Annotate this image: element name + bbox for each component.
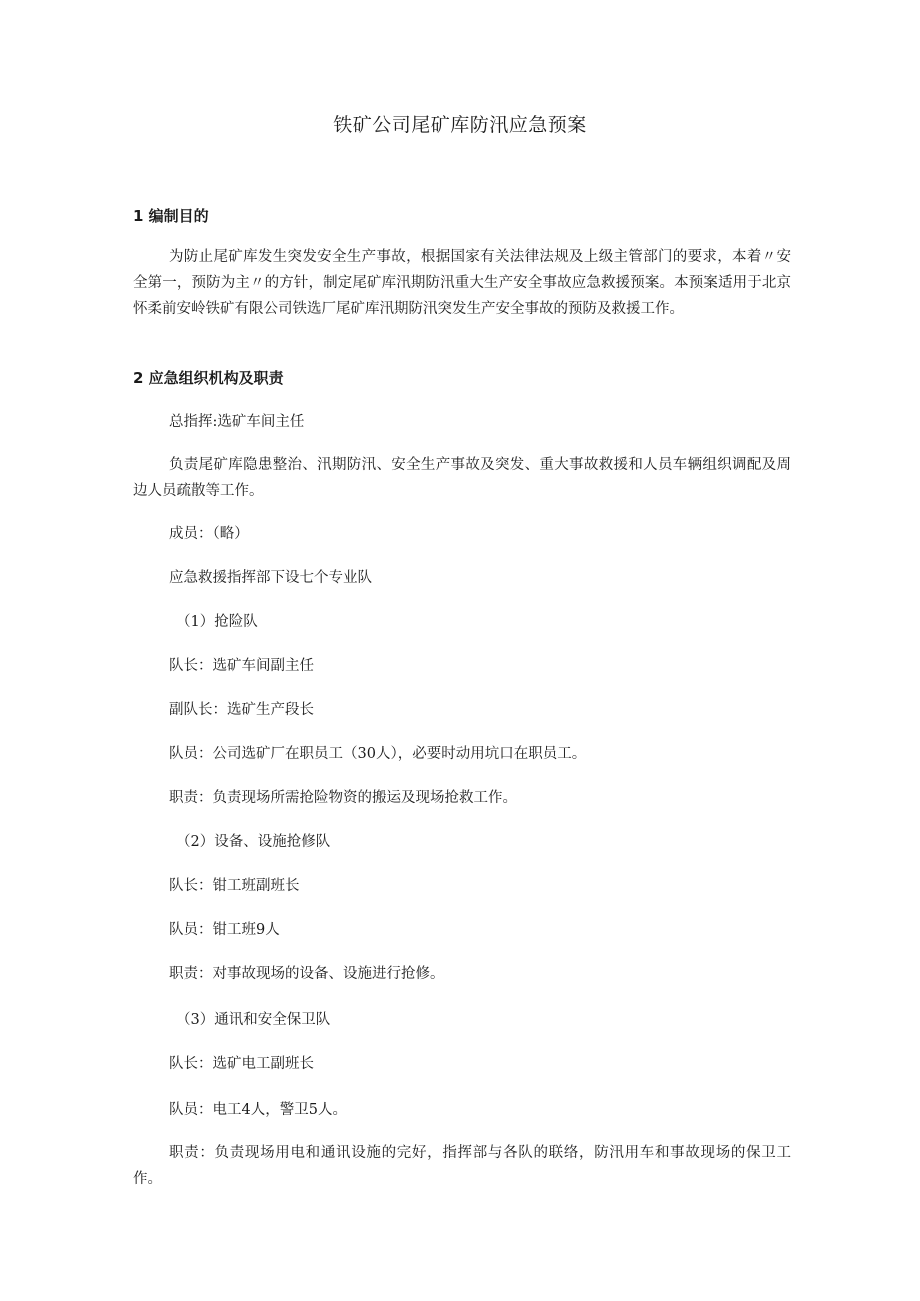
team-2-leader: 队长：钳工班副班长 [169,878,300,894]
teams-intro-line: 应急救援指挥部下设七个专业队 [169,570,372,586]
team-3-name: （3）通讯和安全保卫队 [176,1012,331,1028]
section-1-heading: 1 编制目的 [133,207,209,225]
team-1-staff: 队员：公司选矿厂在职员工（30人），必要时动用坑口在职员工。 [169,746,587,762]
team-3-duty: 职责：负责现场用电和通讯设施的完好，指挥部与各队的联络，防汛用车和事故现场的保卫工作。 [133,1145,791,1187]
document-title: 铁矿公司尾矿库防汛应急预案 [333,114,587,136]
team-3-staff: 队员：电工4人，警卫5人。 [169,1102,347,1118]
section-2-heading: 2 应急组织机构及职责 [133,369,284,387]
team-1-name: （1）抢险队 [176,614,258,630]
team-2-name: （2）设备、设施抢修队 [176,834,331,850]
team-1-deputy: 副队长：选矿生产段长 [169,702,314,718]
team-2-staff: 队员：钳工班9人 [169,922,280,938]
team-2-duty: 职责：对事故现场的设备、设施进行抢修。 [169,966,445,982]
members-line: 成员：（略） [169,526,249,542]
team-1-leader: 队长：选矿车间副主任 [169,658,314,674]
team-3-leader: 队长：选矿电工副班长 [169,1056,314,1072]
commander-duty-paragraph: 负责尾矿库隐患整治、汛期防汛、安全生产事故及突发、重大事故救援和人员车辆组织调配及周边人员疏散等工作。 [133,457,791,499]
section-1-paragraph: 为防止尾矿库发生突发安全生产事故，根据国家有关法律法规及上级主管部门的要求，本着〃安全第一，预防为主〃的方针，制定尾矿库汛期防汛重大生产安全事故应急救援预案。本预案适用于北京怀柔前安岭铁矿有限公司铁选厂尾矿库汛期防汛突发生产安全事故的预防及救援工作。 [133,249,791,317]
commander-line: 总指挥:选矿车间主任 [169,414,305,430]
team-1-duty: 职责：负责现场所需抢险物资的搬运及现场抢救工作。 [169,790,517,806]
